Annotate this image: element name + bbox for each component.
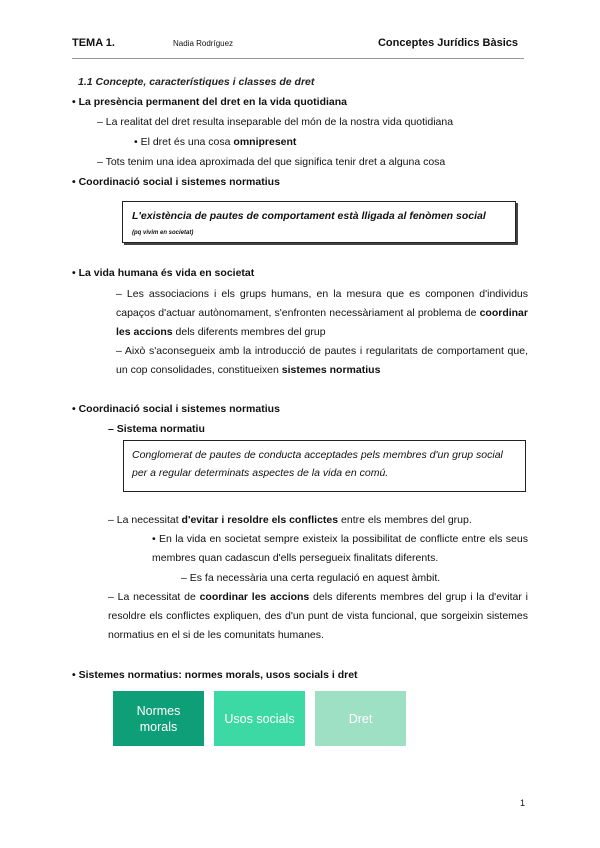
b4-p-bold: coordinar les accions [199,591,310,603]
b1-line-2-text: • El dret és una cosa [134,136,234,148]
b1-line-2-bold: omnipresent [233,136,297,148]
box-social-main: L'existència de pautes de comportament està lligada al fenòmen social [132,210,486,222]
b4-line-1 [108,514,472,526]
bullet-heading-3: • La vida humana és vida en societat [72,267,255,279]
b1-line-2 [134,136,296,148]
card-usos-socials-label: Usos socials [224,711,295,726]
page-number: 1 [519,798,525,808]
b4-p-text: – La necessitat de [108,591,200,603]
b4-l1-text: – La necessitat [108,514,182,526]
bullet-heading-1: • La presència permanent del dret en la vida quotidiana [72,96,347,108]
card-normes-morals [113,691,204,746]
header-title: Conceptes Jurídics Bàsics [377,37,518,49]
b1-line-3: – Tots tenim una idea aproximada del que significa tenir dret a alguna cosa [97,156,446,168]
section-title: 1.1 Concepte, característiques i classes de dret [78,76,315,88]
b3-paragraph-1 [116,285,528,342]
b3-p1-text: – Les associacions i els grups humans, en la mesura que es componen d'individus capaços d'actuar autònomament, s'enfronten necessàriament al problema de [116,288,528,319]
b4-subheading: – Sistema normatiu [108,423,205,435]
box-normatiu-text: Conglomerat de pautes de conducta acceptades pels membres d'un grup social per a regular determinats aspectes de la vida en comú. [132,449,503,479]
header-tema: TEMA 1. [72,37,115,49]
bullet-heading-4: • Coordinació social i sistemes normatius [72,403,280,415]
card-dret-label: Dret [348,711,373,726]
b4-line-2: • En la vida en societat sempre existeix la possibilitat de conflicte entre els seus membres quan cadascun d'ells persegueix finalitats diferents. [152,533,528,564]
b3-p1-bold: coordinar les accions [116,307,528,338]
card-normes-morals-label: Normes morals [136,703,181,734]
b3-p1-post: dels diferents membres del grup [172,326,326,338]
card-dret [315,691,406,746]
b1-line-1: – La realitat del dret resulta inseparable del món de la nostra vida quotidiana [97,116,454,128]
b4-line-3: – Es fa necessària una certa regulació en aquest àmbit. [181,572,441,584]
definition-box-normatiu [123,440,526,492]
b4-paragraph [108,588,528,645]
bullet-heading-2: • Coordinació social i sistemes normatius [72,176,280,188]
box-social-sub: (pq vivim en societat) [132,230,194,236]
b4-l1-post: entre els membres del grup. [338,514,472,526]
header-author: Nadia Rodríguez [173,39,234,48]
card-usos-socials [214,691,305,746]
b3-p2-text: – Això s'aconsegueix amb la introducció de pautes i regularitats de comportament que, un cop consolidades, constitueixen [116,345,528,376]
definition-box-social [122,201,516,243]
b3-paragraph-2 [116,342,528,380]
bullet-heading-5: • Sistemes normatius: normes morals, usos socials i dret [72,669,358,681]
b4-l1-bold: d'evitar i resoldre els conflictes [181,514,339,526]
b4-p-post: dels diferents membres del grup i la d'evitar i resoldre els conflictes expliquen, des d'un punt de vista funcional, que sorgeixin sistemes normatius en el si de les comunitats humanes. [108,591,528,641]
header-divider [72,58,524,59]
b3-p2-bold: sistemes normatius [281,364,381,376]
